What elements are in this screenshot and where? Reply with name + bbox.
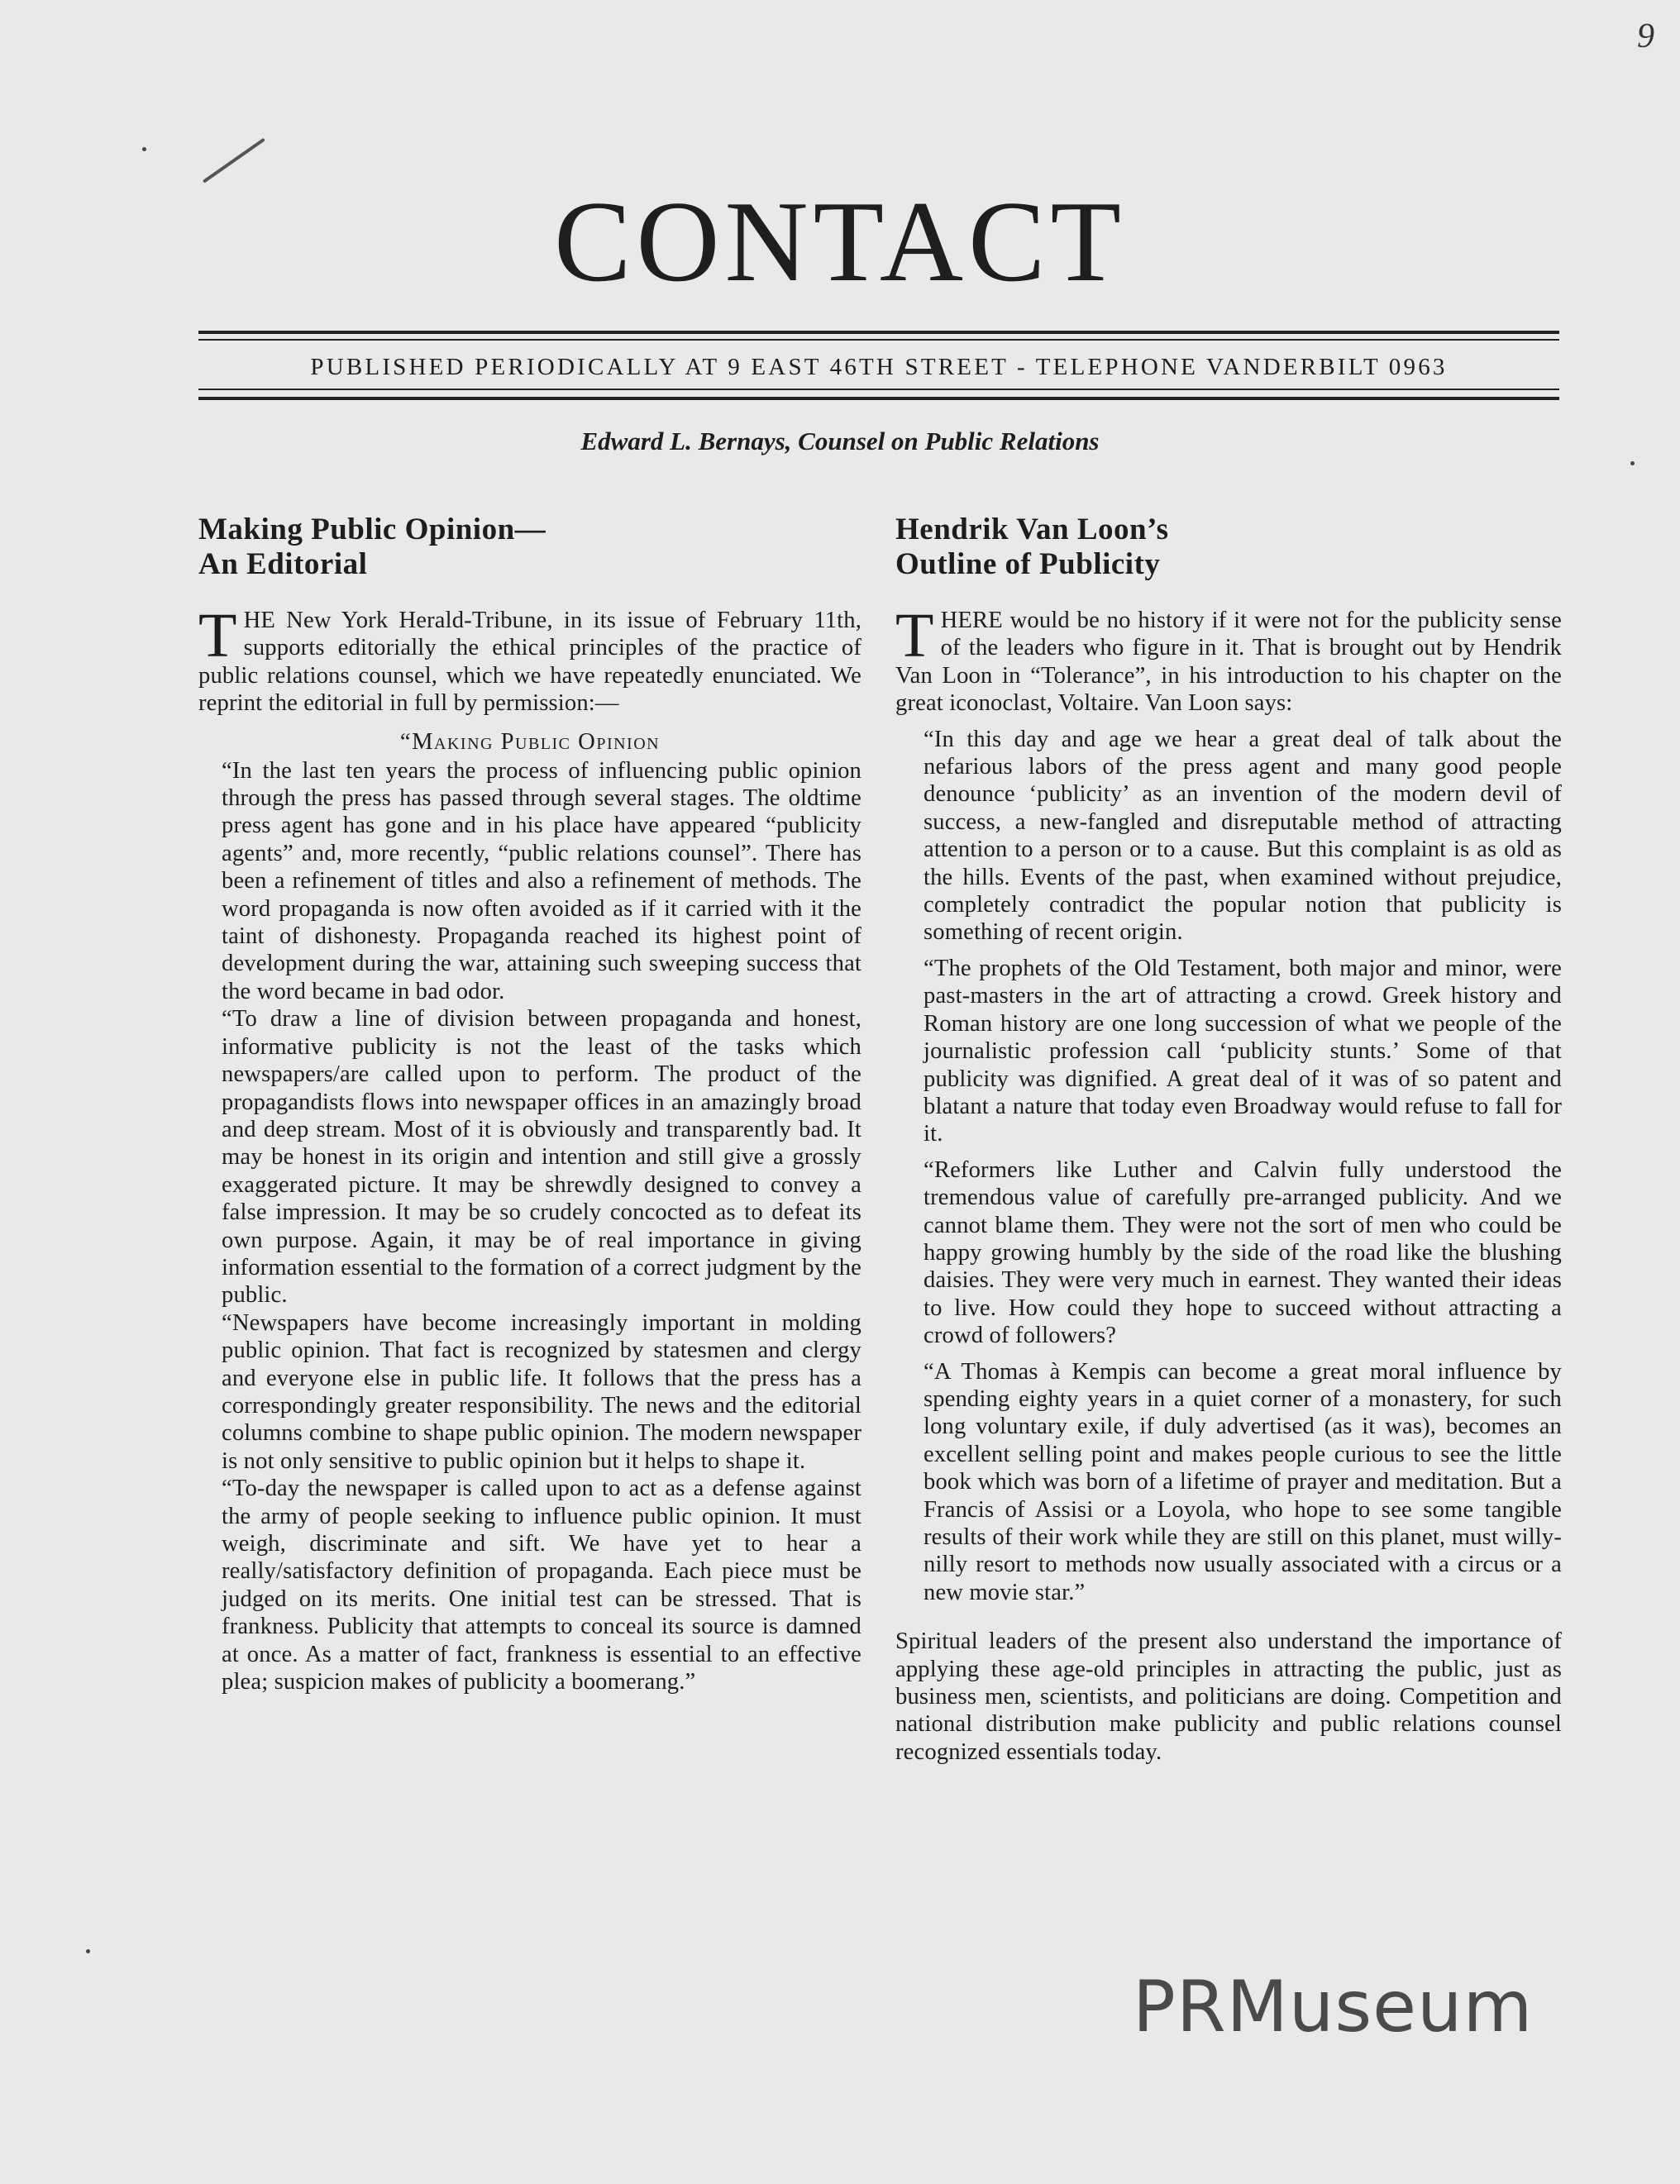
masthead-rule (198, 389, 1559, 390)
subhead-quote-mark: “ (399, 728, 413, 755)
drop-cap: T (895, 601, 934, 670)
page-number: 9 (1637, 17, 1654, 55)
byline: Edward L. Bernays, Counsel on Public Relations (580, 427, 1100, 455)
paragraph: “In the last ten years the process of influencing public opinion through the press has passed through several stages. The oldtime press agent has gone and in his place have appeared “publicity agents” and, more recently, “public relations counsel”. There has been a refinement of titles and also a refinement of methods. The word propaganda is now often avoided as if it carried with it the taint of dishonesty. Propaganda reached its highest point of development during the war, attaining such sweeping success that the word became in bad odor. (222, 757, 861, 1004)
speck (142, 147, 146, 151)
masthead-title: CONTACT (554, 178, 1126, 306)
editorial-subhead (198, 729, 861, 756)
paragraph: “The prophets of the Old Testament, both major and minor, were past-masters in the art of attracting a crowd. Greek history and Roman history are one long succession of what we people of the journalistic profession call ‘publicity stunts.’ Some of that publicity was dignified. A great deal of it was of so patent and blatant a nature that today even Broadway would refuse to fall for it. (924, 955, 1562, 1147)
intro-text: HE New York Herald-Tribune, in its issue of February 11th, supports editorially the ethical principles of the practice of public relations counsel, which we have repeatedly enunciated. We reprint the editorial in full by permission:— (198, 608, 861, 717)
masthead-rule (198, 339, 1559, 341)
paragraph: “Newspapers have become increasingly important in molding public opinion. That fact is recognized by statesmen and clergy and everyone else in public life. It follows that the press has a correspondingly greater responsibility. The news and the editorial columns combine to shape public opinion. The modern newspaper is not only sensitive to public opinion but it helps to shape it. (222, 1309, 861, 1474)
publication-line: PUBLISHED PERIODICALLY AT 9 EAST 46TH STREET - TELEPHONE VANDERBILT 0963 (310, 354, 1448, 380)
speck (86, 1949, 90, 1953)
paragraph: “Reformers like Luther and Calvin fully understood the tremendous value of carefully pre-arranged publicity. And we cannot blame them. They were not the sort of men who could be happy growing humbly by the side of the road like the blushing daisies. They were very much in earnest. They wanted their ideas to live. How could they hope to succeed without attracting a crowd of followers? (924, 1156, 1562, 1349)
masthead-rule (198, 331, 1559, 334)
paragraph: “To draw a line of division between propaganda and honest, informative publicity is not the least of the tasks which newspapers/are called upon to perform. The product of the propagandists flows into newspaper offices in an amazingly broad and deep stream. Most of it is obviously and transparently bad. It may be honest in its origin and intention and still give a grossly exaggerated picture. It may be shrewdly designed to convey a false impression. It may be so crudely concocted as to defeat its own purpose. Again, it may be of real importance in giving information essential to the formation of a correct judgment by the public. (222, 1006, 861, 1309)
masthead-rule (198, 397, 1559, 400)
headline-line: Making Public Opinion— (198, 513, 546, 546)
headline-line: Outline of Publicity (895, 547, 1161, 581)
paragraph: “In this day and age we hear a great deal of talk about the nefarious labors of the press agent and many good people denounce ‘publicity’ as an invention of the modern devil of success, a new-fangled and disreputable method of attracting attention to a person or to a cause. But this complaint is as old as the hills. Events of the past, when examined without prejudice, completely contradict the popular notion that publicity is something of recent origin. (924, 726, 1562, 946)
paragraph: “To-day the newspaper is called upon to act as a defense against the army of people seeking to influence public opinion. It must weigh, discriminate and sift. We have yet to hear a really/satisfactory definition of propaganda. Each piece must be judged on its merits. One initial test can be stressed. That is frankness. Publicity that attempts to conceal its source is damned at once. As a matter of fact, frankness is essential to an effective plea; suspicion makes of publicity a boomerang.” (222, 1476, 861, 1695)
speck (1630, 461, 1635, 465)
left-article-intro (198, 601, 861, 718)
paragraph: “A Thomas à Kempis can become a great moral influence by spending eighty years in a quiet corner of a monastery, for such long voluntary exile, if duly advertised (as it was), becomes an excellent selling point and makes people curious to see the little book which was born of a lifetime of prayer and meditation. But a Francis of Assisi or a Loyola, who hope to see some tangible results of their work while they are still on this planet, must willy-nilly resort to methods now usually associated with a circus or a new movie star.” (924, 1358, 1562, 1605)
closing-paragraph: Spiritual leaders of the present also understand the importance of applying these age-old principles in attracting the public, just as business men, scientists, and politicians are doing. Competition and national distribution make publicity and public relations counsel recognized essentials today. (895, 1628, 1562, 1765)
prmuseum-watermark: PRMuseum (1133, 1966, 1534, 2048)
left-article (198, 513, 861, 1695)
headline-line: Hendrik Van Loon’s (895, 513, 1169, 546)
subhead-text: Making Public Opinion (412, 728, 661, 755)
drop-cap: T (198, 601, 237, 670)
left-article-headline (198, 513, 861, 582)
intro-text: HERE would be no history if it were not for the publicity sense of the leaders who figure in it. That is brought out by Hendrik Van Loon in “Tolerance”, in his introduction to his chapter on the great iconoclast, Voltaire. Van Loon says: (895, 608, 1562, 717)
right-article-headline (895, 513, 1562, 582)
right-article-intro (895, 601, 1562, 718)
headline-line: An Editorial (198, 547, 368, 581)
right-article (895, 513, 1562, 1766)
